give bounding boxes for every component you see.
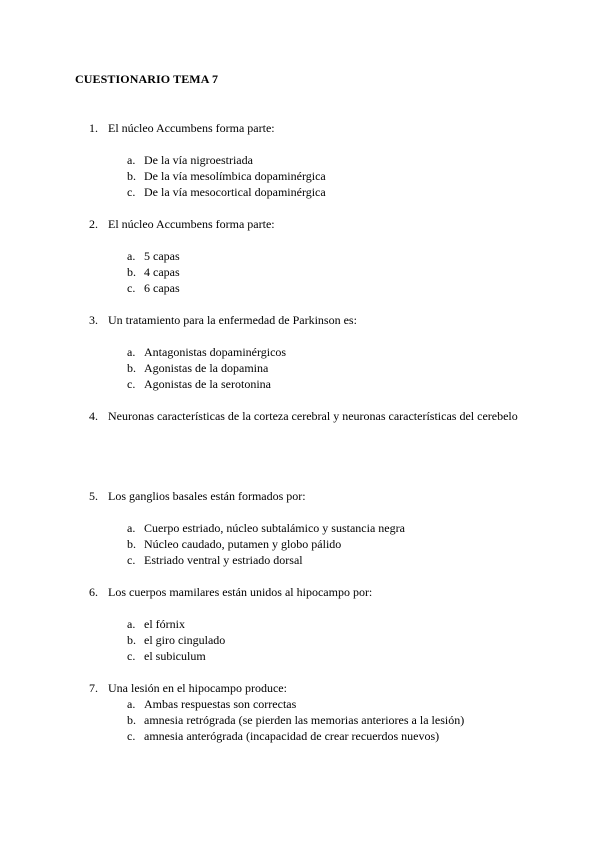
question-5-option-c: Estriado ventral y estriado dorsal xyxy=(144,553,303,567)
question-6-option-c: el subiculum xyxy=(144,649,206,663)
question-5-option-a-letter: a. xyxy=(127,521,136,535)
question-2-option-c: 6 capas xyxy=(144,281,180,295)
question-5-text: Los ganglios basales están formados por: xyxy=(108,489,306,503)
question-2-option-c-letter: c. xyxy=(127,281,136,295)
question-7-option-b: amnesia retrógrada (se pierden las memorias anteriores a la lesión) xyxy=(144,713,465,727)
question-3-option-b: Agonistas de la dopamina xyxy=(144,361,269,375)
question-2-text: El núcleo Accumbens forma parte: xyxy=(108,217,275,231)
question-7-option-c-letter: c. xyxy=(127,729,136,743)
question-2-option-b-letter: b. xyxy=(127,265,136,279)
question-2-option-a: 5 capas xyxy=(144,249,180,263)
question-5-option-b: Núcleo caudado, putamen y globo pálido xyxy=(144,537,342,551)
question-1-option-c-letter: c. xyxy=(127,185,136,199)
question-7-option-c: amnesia anterógrada (incapacidad de crear recuerdos nuevos) xyxy=(144,729,440,743)
question-1-option-b: De la vía mesolímbica dopaminérgica xyxy=(144,169,326,183)
question-6-option-b-letter: b. xyxy=(127,633,136,647)
question-1-text: El núcleo Accumbens forma parte: xyxy=(108,121,275,135)
question-6-option-b: el giro cingulado xyxy=(144,633,226,647)
question-6-number: 6. xyxy=(89,585,98,599)
question-4-text: Neuronas características de la corteza cerebral y neuronas características del cerebelo xyxy=(108,409,518,423)
question-4-number: 4. xyxy=(89,409,98,423)
question-6-text: Los cuerpos mamilares están unidos al hipocampo por: xyxy=(108,585,373,599)
question-3-text: Un tratamiento para la enfermedad de Parkinson es: xyxy=(108,313,357,327)
question-7-option-a-letter: a. xyxy=(127,697,136,711)
question-5-option-c-letter: c. xyxy=(127,553,136,567)
question-6-option-a-letter: a. xyxy=(127,617,136,631)
question-5-option-b-letter: b. xyxy=(127,537,136,551)
question-1-option-b-letter: b. xyxy=(127,169,136,183)
question-1-option-c: De la vía mesocortical dopaminérgica xyxy=(144,185,326,199)
question-3-option-c-letter: c. xyxy=(127,377,136,391)
question-6-option-c-letter: c. xyxy=(127,649,136,663)
question-2-option-a-letter: a. xyxy=(127,249,136,263)
question-5-number: 5. xyxy=(89,489,98,503)
question-5-option-a: Cuerpo estriado, núcleo subtalámico y sustancia negra xyxy=(144,521,405,535)
question-1-option-a-letter: a. xyxy=(127,153,136,167)
question-2-number: 2. xyxy=(89,217,98,231)
page-title: CUESTIONARIO TEMA 7 xyxy=(75,72,219,86)
question-1-option-a: De la vía nigroestriada xyxy=(144,153,253,167)
question-7-option-a: Ambas respuestas son correctas xyxy=(144,697,297,711)
question-6-option-a: el fórnix xyxy=(144,617,185,631)
question-3-option-a-letter: a. xyxy=(127,345,136,359)
question-3-option-b-letter: b. xyxy=(127,361,136,375)
question-2-option-b: 4 capas xyxy=(144,265,180,279)
question-7-text: Una lesión en el hipocampo produce: xyxy=(108,681,287,695)
question-3-option-a: Antagonistas dopaminérgicos xyxy=(144,345,287,359)
question-7-number: 7. xyxy=(89,681,98,695)
question-7-option-b-letter: b. xyxy=(127,713,136,727)
question-1-number: 1. xyxy=(89,121,98,135)
question-3-number: 3. xyxy=(89,313,98,327)
question-3-option-c: Agonistas de la serotonina xyxy=(144,377,271,391)
